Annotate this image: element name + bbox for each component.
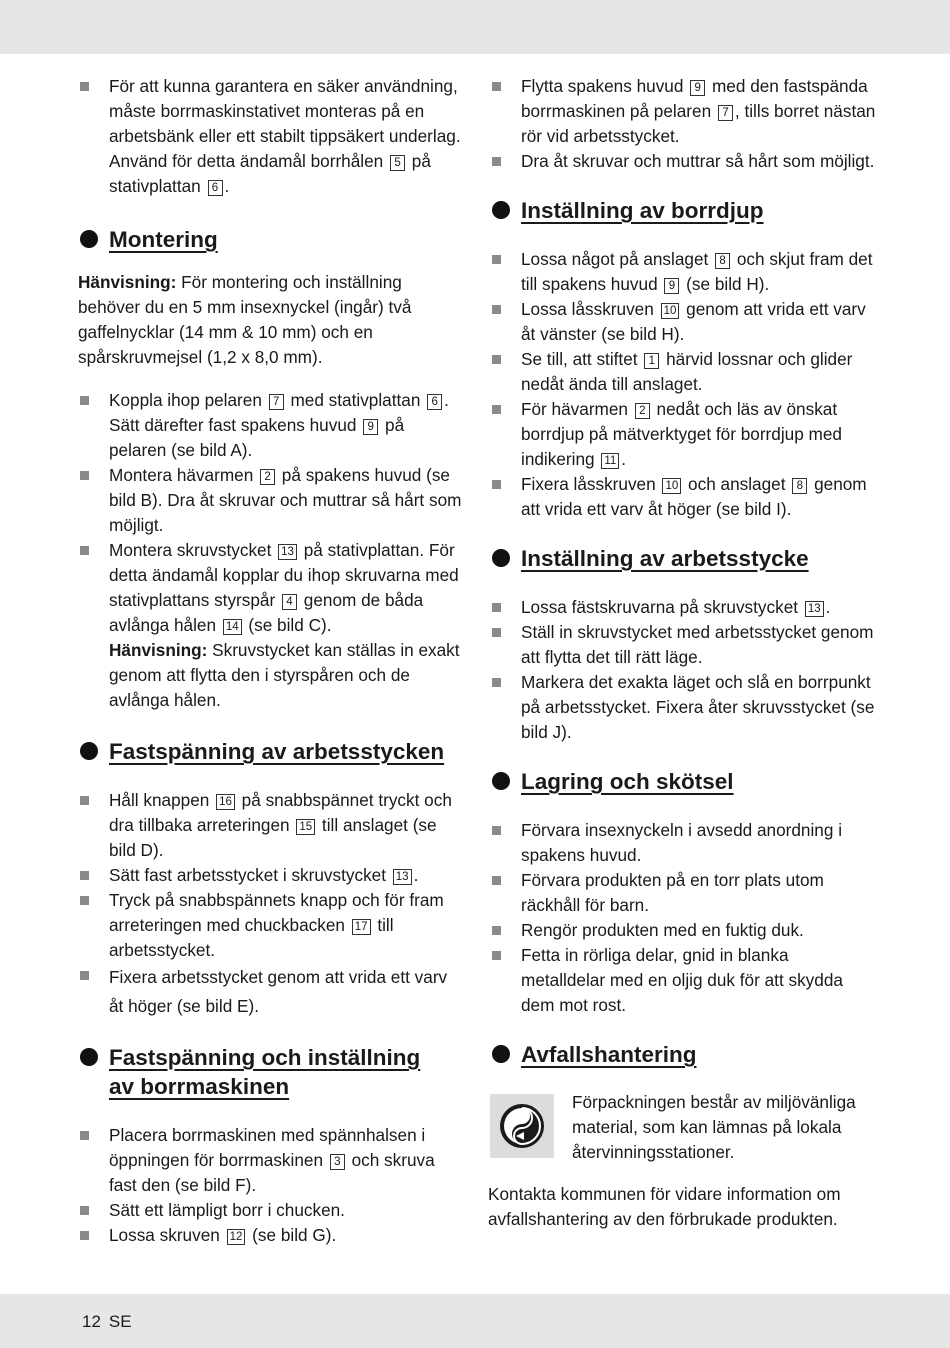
right-column xyxy=(490,74,876,1232)
list-item: Förvara produkten på en torr plats utom räckhåll för barn. xyxy=(490,868,876,918)
section-heading-fastspanning: Fastspänning av arbetsstycken xyxy=(78,737,464,766)
list-item: Lossa fästskruvarna på skruvstycket 13 . xyxy=(490,595,876,620)
ref-number: 11 xyxy=(601,453,619,469)
page-footer xyxy=(82,1310,140,1334)
list-item: Förvara insexnyckeln i avsedd anordning i spakens huvud. xyxy=(490,818,876,868)
ref-number: 10 xyxy=(661,303,680,319)
ref-number: 13 xyxy=(393,869,412,885)
ref-number: 2 xyxy=(260,469,275,485)
bullet-dot-icon xyxy=(80,742,98,760)
ref-number: 8 xyxy=(715,253,730,269)
section-heading-montering: Montering xyxy=(78,225,464,254)
list-item: Montera skruvstycket 13 på stativplattan. För detta ändamål kopplar du ihop skruvarna med stativplattans styrspår 4 genom de båda avlånga hålen 14 (se bild C). Hänvisning: Skruvstycket kan ställas in exakt genom att flytta den i styrspåren och de avlånga hålen. xyxy=(78,538,464,713)
fastspanning-list xyxy=(78,788,464,1021)
right-intro-list xyxy=(490,74,876,174)
section-heading-borrdjup: Inställning av borrdjup xyxy=(490,196,876,225)
list-item: Lossa skruven 12 (se bild G). xyxy=(78,1223,464,1248)
ref-number: 13 xyxy=(805,601,824,617)
ref-number: 7 xyxy=(269,394,284,410)
list-item: För att kunna garantera en säker användning, måste borrmaskinstativet monteras på en arbetsbänk eller ett stabilt tippsäkert underlag. Använd för detta ändamål borrhålen 5 på stativplattan 6 . xyxy=(78,74,464,199)
ref-number: 5 xyxy=(390,155,405,171)
bullet-dot-icon xyxy=(80,230,98,248)
list-item: Lossa låsskruven 10 genom att vrida ett varv åt vänster (se bild H). xyxy=(490,297,876,347)
bullet-dot-icon xyxy=(492,201,510,219)
ref-number: 17 xyxy=(352,919,371,935)
list-item: Fixera låsskruven 10 och anslaget 8 genom att vrida ett varv åt höger (se bild I). xyxy=(490,472,876,522)
ref-number: 10 xyxy=(662,478,681,494)
list-item: För hävarmen 2 nedåt och läs av önskat borrdjup på mätverktyget för borrdjup med indikering 11 . xyxy=(490,397,876,472)
list-item: Se till, att stiftet 1 härvid lossnar och glider nedåt ända till anslaget. xyxy=(490,347,876,397)
bullet-dot-icon xyxy=(492,549,510,567)
lagring-list xyxy=(490,818,876,1018)
ref-number: 8 xyxy=(792,478,807,494)
header-band xyxy=(0,0,950,54)
list-item: Håll knappen 16 på snabbspännet tryckt och dra tillbaka arreteringen 15 till anslaget (se bild D). xyxy=(78,788,464,863)
list-item: Fixera arbetsstycket genom att vrida ett varv åt höger (se bild E). xyxy=(78,963,464,1021)
ref-number: 14 xyxy=(223,619,242,635)
language-code: SE xyxy=(108,1312,132,1331)
list-item: Dra åt skruvar och muttrar så hårt som möjligt. xyxy=(490,149,876,174)
montering-note: Hänvisning: För montering och inställning behöver du en 5 mm insexnyckel (ingår) två gaffelnycklar (14 mm & 10 mm) och en spårskruvmejsel (1,2 x 8,0 mm). xyxy=(78,272,412,367)
list-item: Markera det exakta läget och slå en borrpunkt på arbetsstycket. Fixera åter skruvsstycket (se bild J). xyxy=(490,670,876,745)
list-item: Placera borrmaskinen med spännhalsen i öppningen för borrmaskinen 3 och skruva fast den (se bild F). xyxy=(78,1123,464,1198)
list-item: Lossa något på anslaget 8 och skjut fram det till spakens huvud 9 (se bild H). xyxy=(490,247,876,297)
green-dot-recycle-icon xyxy=(498,1102,546,1150)
list-item: Koppla ihop pelaren 7 med stativplattan 6 . Sätt därefter fast spakens huvud 9 på pelaren (se bild A). xyxy=(78,388,464,463)
page-number: 12 xyxy=(82,1312,101,1331)
ref-number: 16 xyxy=(216,794,235,810)
borrdjup-list xyxy=(490,247,876,522)
ref-number: 15 xyxy=(296,819,315,835)
contact-text: Kontakta kommunen för vidare information om avfallshantering av den förbrukade produkten. xyxy=(488,1184,841,1229)
list-item: Tryck på snabbspännets knapp och för fram arreteringen med chuckbacken 17 till arbetsstycket. xyxy=(78,888,464,963)
recycle-block xyxy=(490,1094,876,1166)
intro-list xyxy=(78,74,464,199)
ref-number: 9 xyxy=(664,278,679,294)
section-heading-borrmaskin: Fastspänning och inställning av borrmaskinen xyxy=(78,1043,464,1101)
ref-number: 6 xyxy=(427,394,442,410)
montering-list xyxy=(78,388,464,713)
bullet-dot-icon xyxy=(492,1045,510,1063)
recycle-text: Förpackningen består av miljövänliga material, som kan lämnas på lokala återvinningsstationer. xyxy=(572,1092,856,1162)
ref-number: 4 xyxy=(282,594,297,610)
ref-number: 3 xyxy=(330,1154,345,1170)
borrmaskin-list xyxy=(78,1123,464,1248)
ref-number: 12 xyxy=(227,1229,246,1245)
list-item: Rengör produkten med en fuktig duk. xyxy=(490,918,876,943)
left-column xyxy=(78,74,464,1248)
ref-number: 2 xyxy=(635,403,650,419)
ref-number: 9 xyxy=(363,419,378,435)
section-heading-avfall: Avfallshantering xyxy=(490,1040,876,1069)
list-item: Flytta spakens huvud 9 med den fastspända borrmaskinen på pelaren 7 , tills borret nästan rör vid arbetsstycket. xyxy=(490,74,876,149)
ref-number: 7 xyxy=(718,105,733,121)
section-heading-arbetsstycke: Inställning av arbetsstycke xyxy=(490,544,876,573)
bullet-dot-icon xyxy=(80,1048,98,1066)
ref-number: 1 xyxy=(644,353,659,369)
ref-number: 6 xyxy=(208,180,223,196)
footer-band xyxy=(0,1294,950,1348)
recycle-logo-icon xyxy=(490,1094,554,1158)
ref-number: 13 xyxy=(278,544,297,560)
list-item: Fetta in rörliga delar, gnid in blanka metalldelar med en oljig duk för att skydda dem mot rost. xyxy=(490,943,876,1018)
arbetsstycke-list xyxy=(490,595,876,745)
bullet-dot-icon xyxy=(492,772,510,790)
ref-number: 9 xyxy=(690,80,705,96)
section-heading-lagring: Lagring och skötsel xyxy=(490,767,876,796)
list-item: Sätt ett lämpligt borr i chucken. xyxy=(78,1198,464,1223)
list-item: Sätt fast arbetsstycket i skruvstycket 13 . xyxy=(78,863,464,888)
list-item: Ställ in skruvstycket med arbetsstycket genom att flytta det till rätt läge. xyxy=(490,620,876,670)
list-item: Montera hävarmen 2 på spakens huvud (se bild B). Dra åt skruvar och muttrar så hårt som möjligt. xyxy=(78,463,464,538)
